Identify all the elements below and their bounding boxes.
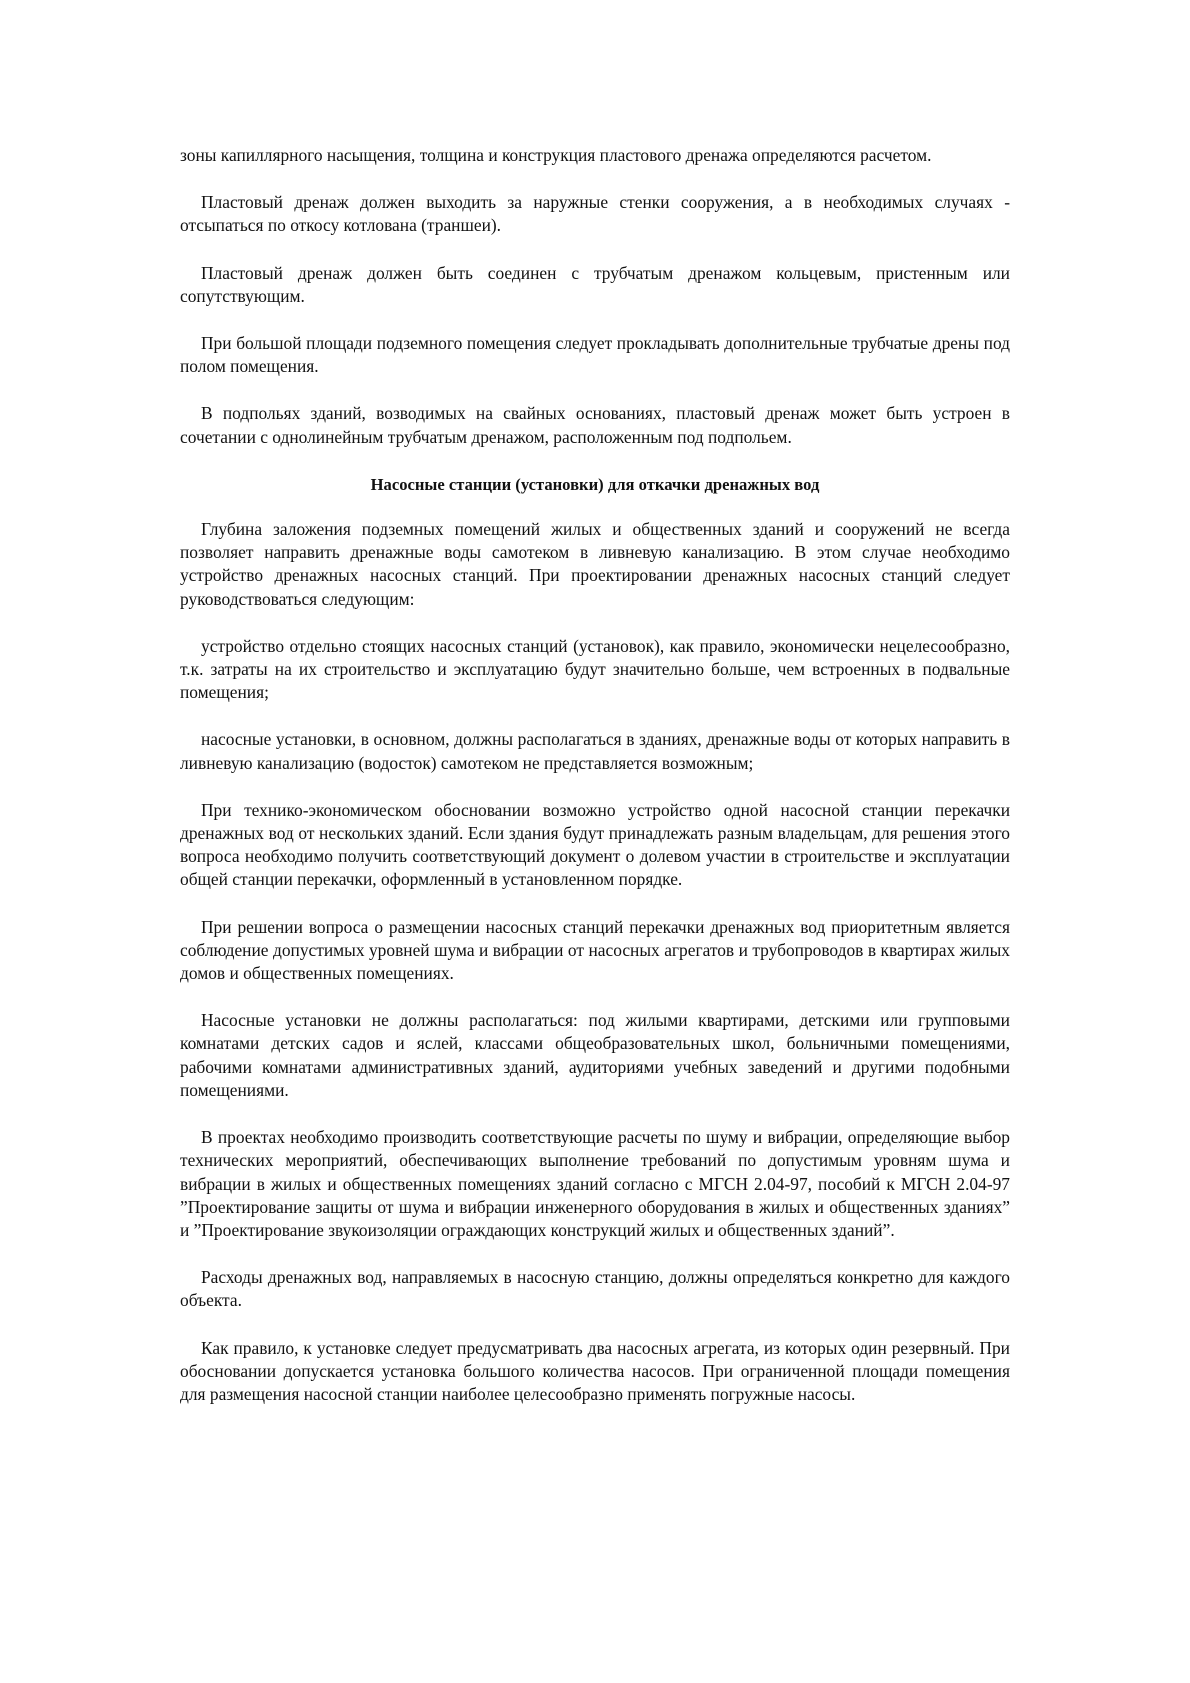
paragraph-pump-units: Как правило, к установке следует предусматривать два насосных агрегата, из которых один резервный. При обосновании допускается установка большого количества насосов. При ограниченной площади помещения для размещения насосной станции наиболее целесообразно применять погружные насосы.	[180, 1337, 1010, 1404]
paragraph-drain-outer-walls: Пластовый дренаж должен выходить за наружные стенки сооружения, а в необходимых случаях - отсыпаться по откосу котлована (траншеи).	[180, 192, 1010, 236]
paragraph-standalone-stations: устройство отдельно стоящих насосных станций (установок), как правило, экономически нецелесообразно, т.к. затраты на их строительство и эксплуатацию будут значительно больше, чем встроенных в подвальные помещения;	[180, 635, 1010, 703]
paragraph-installations-in-buildings: насосные установки, в основном, должны располагаться в зданиях, дренажные воды от которых направить в ливневую канализацию (водосток) самотеком не представляется возможным;	[180, 729, 1010, 773]
section-heading: Насосные станции (установки) для откачки дренажных вод	[370, 474, 820, 494]
paragraph-pile-foundations: В подпольях зданий, возводимых на свайных основаниях, пластовый дренаж может быть устроен в сочетании с однолинейным трубчатым дренажом, расположенным под подпольем.	[180, 403, 1010, 447]
paragraph-large-area-drains: При большой площади подземного помещения следует прокладывать дополнительные трубчатые дрены под полом помещения.	[180, 333, 1010, 377]
paragraph-placement-restrictions: Насосные установки не должны располагаться: под жилыми квартирами, детскими или групповыми комнатами детских садов и яслей, классами общеобразовательных школ, больничными помещениями, рабочими комнатами административных зданий, аудиториями учебных заведений и другими подобными помещениями.	[180, 1010, 1010, 1100]
paragraph-shared-station: При технико-экономическом обосновании возможно устройство одной насосной станции перекачки дренажных вод от нескольких зданий. Если здания будут принадлежать разным владельцам, для решения этого вопроса необходимо получить соответствующий документ о долевом участии в строительстве и эксплуатации общей станции перекачки, оформленный в установленном порядке.	[180, 799, 1010, 890]
paragraph-drainage-flow-rates: Расходы дренажных вод, направляемых в насосную станцию, должны определяться конкретно для каждого объекта.	[180, 1267, 1010, 1311]
paragraph-noise-vibration-priority: При решении вопроса о размещении насосных станций перекачки дренажных вод приоритетным является соблюдение допустимых уровней шума и вибрации от насосных агрегатов и трубопроводов в квартирах жилых домов и общественных помещениях.	[180, 916, 1010, 984]
paragraph-noise-calculations: В проектах необходимо производить соответствующие расчеты по шуму и вибрации, определяющие выбор технических мероприятий, обеспечивающих выполнение требований по допустимым уровням шума и вибрации в жилых и общественных помещениях зданий согласно с МГСН 2.04-97, пособий к МГСН 2.04-97 ”Проектирование защиты от шума и вибрации инженерного оборудования в жилых и общественных зданиях” и ”Проектирование звукоизоляции ограждающих конструкций жилых и общественных зданий”.	[180, 1127, 1010, 1240]
document-body	[180, 144, 1010, 1430]
paragraph-drain-connection: Пластовый дренаж должен быть соединен с трубчатым дренажом кольцевым, пристенным или сопутствующим.	[180, 262, 1010, 306]
paragraph-capillary-zone: зоны капиллярного насыщения, толщина и конструкция пластового дренажа определяются расчетом.	[180, 145, 932, 165]
paragraph-depth-of-placement: Глубина заложения подземных помещений жилых и общественных зданий и сооружений не всегда позволяет направить дренажные воды самотеком в ливневую канализацию. В этом случае необходимо устройство дренажных насосных станций. При проектировании дренажных насосных станций следует руководствоваться следующим:	[180, 519, 1010, 609]
